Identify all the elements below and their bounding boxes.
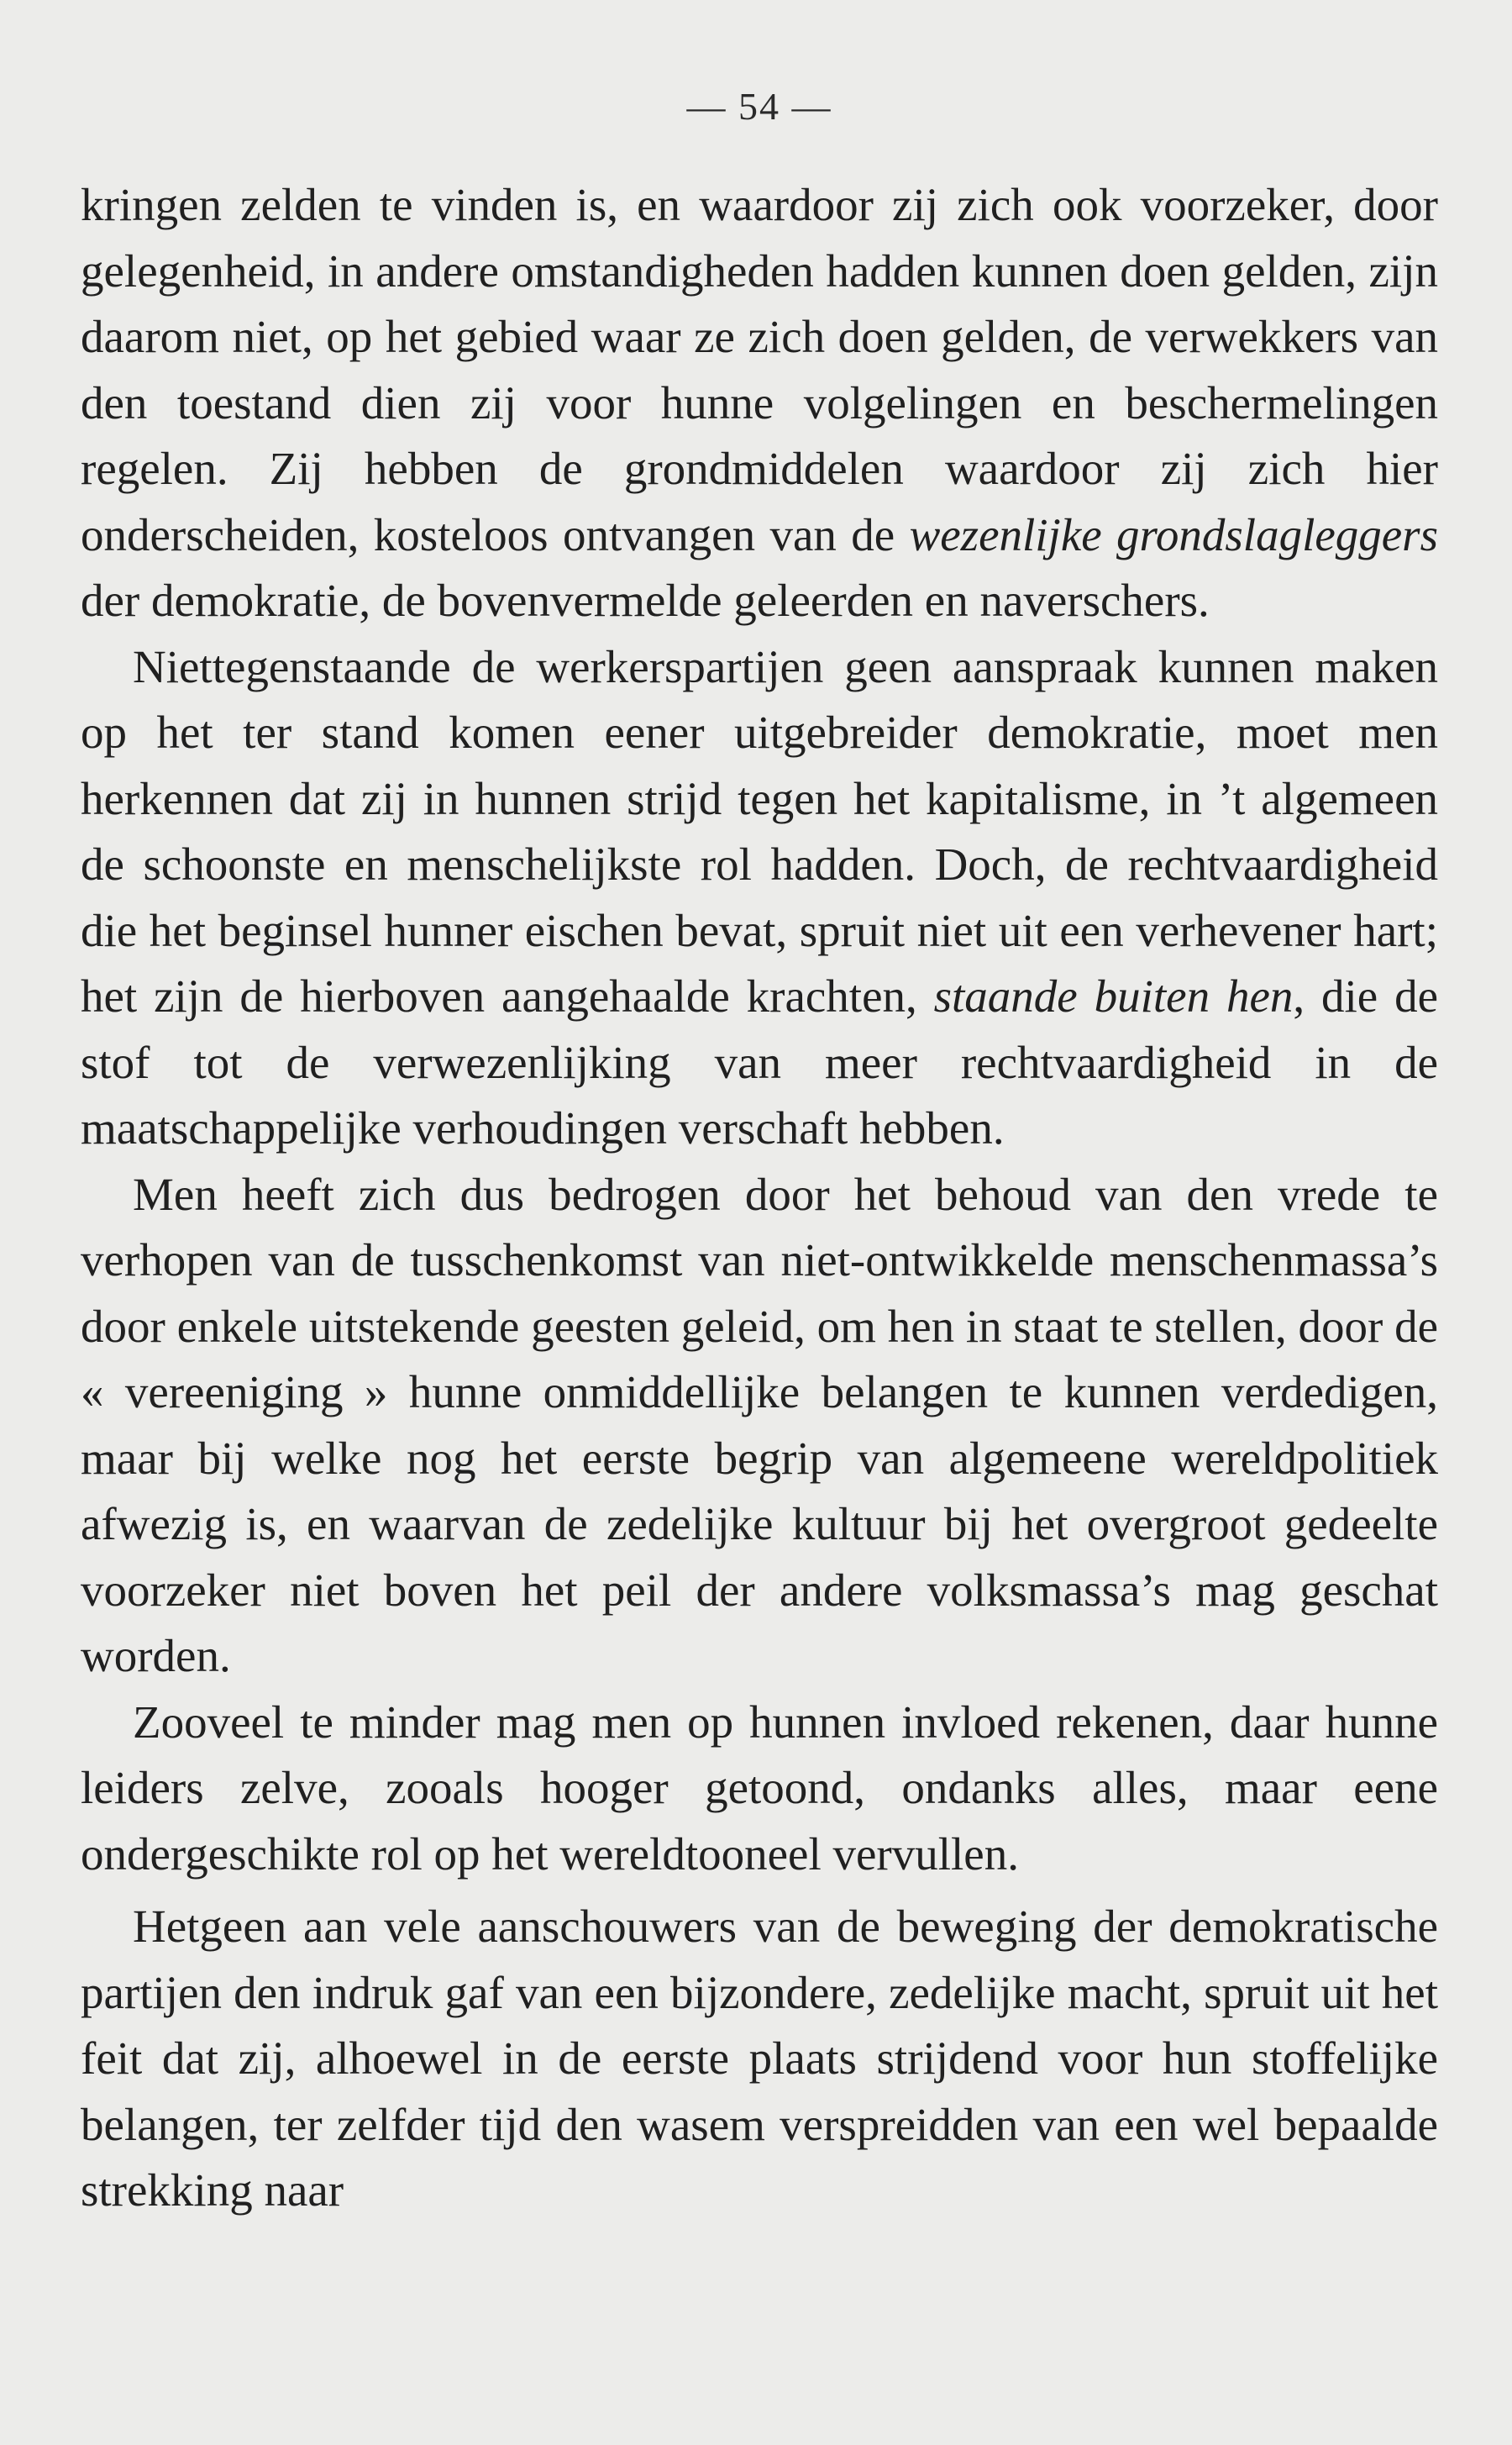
paragraph-2-emphasis: staande buiten hen xyxy=(933,970,1294,1022)
paragraph-3: Men heeft zich dus bedrogen door het behoud van den vrede te verhopen van de tusschenkomst van niet-ontwikkelde menschenmassa’s door enkele uitstekende geesten geleid, om hen in staat te stellen, door de « vereeniging » hunne onmiddellijke belangen te kunnen verdedigen, maar bij welke nog het eerste begrip van algemeene wereldpolitiek afwezig is, en waarvan de zedelijke kultuur bij het overgroot gedeelte voorzeker niet boven het peil der andere volksmassa’s mag geschat worden. xyxy=(81,1168,1438,1681)
paragraph-1-text-end: der demokratie, de bovenvermelde geleerden en naverschers. xyxy=(81,575,1210,626)
paragraph-1-text: kringen zelden te vinden is, en waardoor zij zich ook voorzeker, door gelegenheid, in andere omstandigheden hadden kunnen doen gelden, zijn daarom niet, op het gebied waar ze zich doen gelden, de verwekkers van den toestand dien zij voor hunne volgelingen en beschermelingen regelen. Zij hebben de grondmiddelen waardoor zij zich hier onderscheiden, kosteloos ontvangen van de xyxy=(81,179,1438,560)
paragraph-2 xyxy=(81,634,1438,1162)
page-number: — 54 — xyxy=(686,85,832,128)
paragraph-5: Hetgeen aan vele aanschouwers van de beweging der demokratische partijen den indruk gaf van een bijzondere, zedelijke macht, spruit uit het feit dat zij, alhoewel in de eerste plaats strijdend voor hun stoffelijke belangen, ter zelfder tijd den wasem verspreidden van een wel bepaalde strekking naar xyxy=(81,1901,1438,2216)
paragraph-2-text: Niettegenstaande de werkerspartijen geen aanspraak kunnen maken op het ter stand komen eener uitgebreider demokratie, moet men herkennen dat zij in hunnen strijd tegen het kapitalisme, in ’t algemeen de schoonste en menschelijkste rol hadden. Doch, de rechtvaardigheid die het beginsel hunner eischen bevat, spruit niet uit een verhevener hart; het zijn de hierboven aangehaalde krachten, xyxy=(81,640,1438,1022)
paragraph-4: Zooveel te minder mag men op hunnen invloed rekenen, daar hunne leiders zelve, zooals hooger getoond, ondanks alles, maar eene ondergeschikte rol op het wereldtooneel vervullen. xyxy=(81,1696,1438,1880)
paragraph-2-text-end: , die de stof tot de verwezenlijking van meer rechtvaardigheid in de maatschappelijke verhoudingen verschaft hebben. xyxy=(81,970,1438,1154)
paragraph-1-emphasis: wezenlijke grondslagleggers xyxy=(909,508,1438,560)
paragraph-1 xyxy=(81,172,1438,634)
